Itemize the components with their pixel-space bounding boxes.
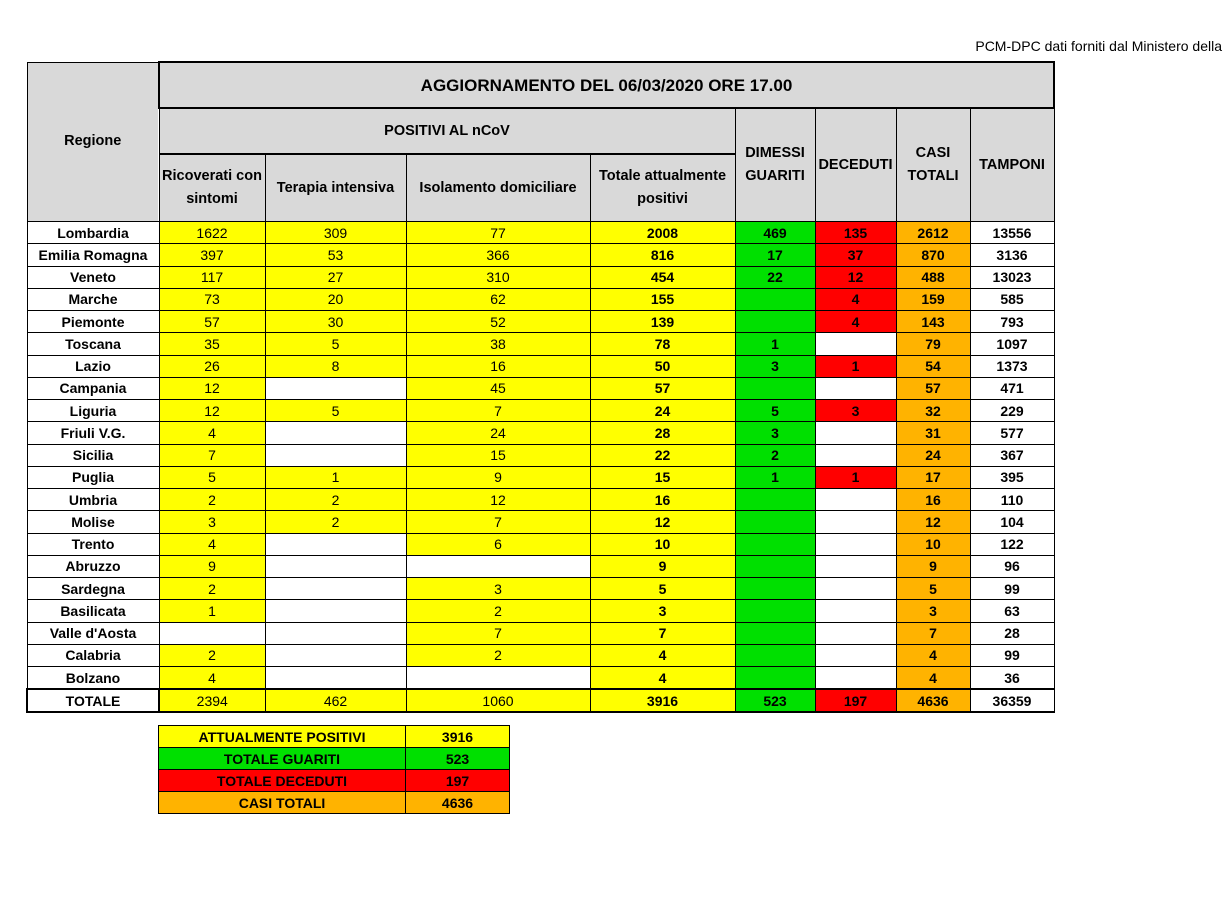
cell-terapia-intensiva bbox=[265, 377, 406, 399]
cell-deceduti bbox=[815, 555, 896, 577]
cell-tamponi: 36 bbox=[970, 667, 1054, 690]
table-row bbox=[27, 555, 1054, 577]
cell-casi-totali: 5 bbox=[896, 578, 970, 600]
cell-ricoverati: 2 bbox=[159, 644, 265, 666]
cell-ricoverati: 35 bbox=[159, 333, 265, 355]
cell-ricoverati: 397 bbox=[159, 244, 265, 266]
cell-isolamento: 9 bbox=[406, 466, 590, 488]
cell-terapia-intensiva: 5 bbox=[265, 400, 406, 422]
cell-deceduti: 1 bbox=[815, 466, 896, 488]
cell-terapia-intensiva: 462 bbox=[265, 689, 406, 712]
cell-totale-positivi: 28 bbox=[590, 422, 735, 444]
cell-deceduti: 135 bbox=[815, 222, 896, 244]
cell-dimessi-guariti bbox=[735, 578, 815, 600]
header-ricoverati: Ricoverati con sintomi bbox=[159, 154, 265, 222]
cell-terapia-intensiva: 30 bbox=[265, 311, 406, 333]
cell-isolamento bbox=[406, 555, 590, 577]
cell-isolamento: 7 bbox=[406, 400, 590, 422]
cell-dimessi-guariti: 22 bbox=[735, 266, 815, 288]
summary-label: CASI TOTALI bbox=[159, 792, 406, 814]
cell-deceduti bbox=[815, 578, 896, 600]
table-row bbox=[27, 333, 1054, 355]
cell-terapia-intensiva: 1 bbox=[265, 466, 406, 488]
cell-tamponi: 99 bbox=[970, 644, 1054, 666]
cell-terapia-intensiva bbox=[265, 422, 406, 444]
cell-regione: Trento bbox=[27, 533, 159, 555]
table-row bbox=[27, 622, 1054, 644]
header-deceduti: DECEDUTI bbox=[815, 108, 896, 222]
cell-ricoverati: 9 bbox=[159, 555, 265, 577]
summary-label: TOTALE GUARITI bbox=[159, 748, 406, 770]
cell-ricoverati: 12 bbox=[159, 400, 265, 422]
source-note: PCM-DPC dati forniti dal Ministero della bbox=[975, 38, 1222, 54]
header-dimessi-guariti: DIMESSI GUARITI bbox=[735, 108, 815, 222]
cell-terapia-intensiva: 309 bbox=[265, 222, 406, 244]
cell-ricoverati: 7 bbox=[159, 444, 265, 466]
cell-regione: Umbria bbox=[27, 489, 159, 511]
cell-tamponi: 110 bbox=[970, 489, 1054, 511]
cell-casi-totali: 4636 bbox=[896, 689, 970, 712]
cell-isolamento: 7 bbox=[406, 622, 590, 644]
table-row bbox=[27, 489, 1054, 511]
cell-regione: Abruzzo bbox=[27, 555, 159, 577]
cell-deceduti: 197 bbox=[815, 689, 896, 712]
cell-deceduti bbox=[815, 622, 896, 644]
cell-deceduti bbox=[815, 489, 896, 511]
cell-casi-totali: 32 bbox=[896, 400, 970, 422]
cell-totale-positivi: 5 bbox=[590, 578, 735, 600]
summary-row bbox=[159, 792, 510, 814]
cell-ricoverati bbox=[159, 622, 265, 644]
cell-dimessi-guariti: 1 bbox=[735, 333, 815, 355]
cell-casi-totali: 7 bbox=[896, 622, 970, 644]
table-row bbox=[27, 355, 1054, 377]
cell-deceduti bbox=[815, 511, 896, 533]
summary-value: 197 bbox=[406, 770, 510, 792]
header-casi-totali: CASI TOTALI bbox=[896, 108, 970, 222]
total-row bbox=[27, 689, 1054, 712]
cell-tamponi: 229 bbox=[970, 400, 1054, 422]
cell-ricoverati: 4 bbox=[159, 422, 265, 444]
cell-dimessi-guariti bbox=[735, 622, 815, 644]
cell-isolamento: 2 bbox=[406, 600, 590, 622]
cell-dimessi-guariti bbox=[735, 600, 815, 622]
cell-totale-positivi: 816 bbox=[590, 244, 735, 266]
cell-deceduti: 3 bbox=[815, 400, 896, 422]
cell-tamponi: 3136 bbox=[970, 244, 1054, 266]
cell-regione: Emilia Romagna bbox=[27, 244, 159, 266]
cell-ricoverati: 2394 bbox=[159, 689, 265, 712]
cell-totale-positivi: 16 bbox=[590, 489, 735, 511]
cell-isolamento: 12 bbox=[406, 489, 590, 511]
table-row bbox=[27, 222, 1054, 244]
cell-tamponi: 99 bbox=[970, 578, 1054, 600]
cell-dimessi-guariti bbox=[735, 288, 815, 310]
table-title: AGGIORNAMENTO DEL 06/03/2020 ORE 17.00 bbox=[159, 62, 1054, 108]
cell-ricoverati: 1622 bbox=[159, 222, 265, 244]
cell-deceduti bbox=[815, 533, 896, 555]
cell-totale-positivi: 7 bbox=[590, 622, 735, 644]
cell-dimessi-guariti bbox=[735, 511, 815, 533]
cell-deceduti bbox=[815, 644, 896, 666]
table-row bbox=[27, 533, 1054, 555]
cell-ricoverati: 2 bbox=[159, 489, 265, 511]
cell-tamponi: 28 bbox=[970, 622, 1054, 644]
cell-casi-totali: 10 bbox=[896, 533, 970, 555]
cell-deceduti: 37 bbox=[815, 244, 896, 266]
cell-casi-totali: 870 bbox=[896, 244, 970, 266]
cell-tamponi: 1097 bbox=[970, 333, 1054, 355]
cell-ricoverati: 73 bbox=[159, 288, 265, 310]
cell-totale-positivi: 454 bbox=[590, 266, 735, 288]
table-row bbox=[27, 667, 1054, 690]
cell-terapia-intensiva bbox=[265, 555, 406, 577]
cell-casi-totali: 4 bbox=[896, 644, 970, 666]
cell-dimessi-guariti bbox=[735, 377, 815, 399]
cell-isolamento: 15 bbox=[406, 444, 590, 466]
cell-isolamento: 7 bbox=[406, 511, 590, 533]
header-terapia-intensiva: Terapia intensiva bbox=[265, 154, 406, 222]
table-row bbox=[27, 578, 1054, 600]
cell-casi-totali: 12 bbox=[896, 511, 970, 533]
cell-isolamento: 366 bbox=[406, 244, 590, 266]
table-row bbox=[27, 466, 1054, 488]
cell-casi-totali: 57 bbox=[896, 377, 970, 399]
cell-regione: Toscana bbox=[27, 333, 159, 355]
header-isolamento: Isolamento domiciliare bbox=[406, 154, 590, 222]
cell-isolamento: 2 bbox=[406, 644, 590, 666]
cell-regione: Lombardia bbox=[27, 222, 159, 244]
summary-row bbox=[159, 770, 510, 792]
cell-casi-totali: 159 bbox=[896, 288, 970, 310]
cell-ricoverati: 4 bbox=[159, 667, 265, 690]
cell-tamponi: 122 bbox=[970, 533, 1054, 555]
cell-deceduti bbox=[815, 600, 896, 622]
cell-totale-positivi: 12 bbox=[590, 511, 735, 533]
cell-isolamento: 6 bbox=[406, 533, 590, 555]
header-totale-positivi: Totale attualmente positivi bbox=[590, 154, 735, 222]
cell-ricoverati: 12 bbox=[159, 377, 265, 399]
cell-dimessi-guariti bbox=[735, 667, 815, 690]
cell-deceduti bbox=[815, 444, 896, 466]
table-row bbox=[27, 266, 1054, 288]
cell-isolamento: 52 bbox=[406, 311, 590, 333]
cell-casi-totali: 9 bbox=[896, 555, 970, 577]
cell-dimessi-guariti: 17 bbox=[735, 244, 815, 266]
cell-ricoverati: 4 bbox=[159, 533, 265, 555]
cell-regione: Lazio bbox=[27, 355, 159, 377]
cell-ricoverati: 2 bbox=[159, 578, 265, 600]
cell-totale-positivi: 139 bbox=[590, 311, 735, 333]
cell-deceduti bbox=[815, 667, 896, 690]
cell-casi-totali: 31 bbox=[896, 422, 970, 444]
cell-deceduti bbox=[815, 377, 896, 399]
cell-terapia-intensiva bbox=[265, 622, 406, 644]
header-positivi: POSITIVI AL nCoV bbox=[159, 108, 735, 154]
cell-terapia-intensiva: 2 bbox=[265, 489, 406, 511]
cell-totale-positivi: 3916 bbox=[590, 689, 735, 712]
cell-ricoverati: 1 bbox=[159, 600, 265, 622]
cell-casi-totali: 17 bbox=[896, 466, 970, 488]
cell-terapia-intensiva bbox=[265, 667, 406, 690]
cell-terapia-intensiva bbox=[265, 444, 406, 466]
cell-casi-totali: 16 bbox=[896, 489, 970, 511]
cell-tamponi: 104 bbox=[970, 511, 1054, 533]
cell-regione: Valle d'Aosta bbox=[27, 622, 159, 644]
cell-totale-positivi: 4 bbox=[590, 667, 735, 690]
cell-totale-positivi: 10 bbox=[590, 533, 735, 555]
cell-regione: Basilicata bbox=[27, 600, 159, 622]
cell-ricoverati: 5 bbox=[159, 466, 265, 488]
cell-regione: Liguria bbox=[27, 400, 159, 422]
cell-dimessi-guariti bbox=[735, 644, 815, 666]
table-row bbox=[27, 400, 1054, 422]
cell-deceduti: 1 bbox=[815, 355, 896, 377]
cell-casi-totali: 4 bbox=[896, 667, 970, 690]
cell-isolamento: 24 bbox=[406, 422, 590, 444]
cell-regione: Calabria bbox=[27, 644, 159, 666]
table-row bbox=[27, 600, 1054, 622]
cell-terapia-intensiva bbox=[265, 533, 406, 555]
table-row bbox=[27, 444, 1054, 466]
cell-terapia-intensiva: 8 bbox=[265, 355, 406, 377]
header-regione: Regione bbox=[27, 62, 159, 222]
cell-tamponi: 585 bbox=[970, 288, 1054, 310]
cell-tamponi: 13023 bbox=[970, 266, 1054, 288]
cell-dimessi-guariti: 523 bbox=[735, 689, 815, 712]
cell-dimessi-guariti: 5 bbox=[735, 400, 815, 422]
cell-dimessi-guariti bbox=[735, 489, 815, 511]
cell-casi-totali: 2612 bbox=[896, 222, 970, 244]
cell-tamponi: 395 bbox=[970, 466, 1054, 488]
cell-regione: Bolzano bbox=[27, 667, 159, 690]
cell-dimessi-guariti bbox=[735, 555, 815, 577]
cell-terapia-intensiva bbox=[265, 578, 406, 600]
cell-ricoverati: 117 bbox=[159, 266, 265, 288]
cell-deceduti: 4 bbox=[815, 288, 896, 310]
cell-casi-totali: 143 bbox=[896, 311, 970, 333]
cell-ricoverati: 57 bbox=[159, 311, 265, 333]
cell-isolamento: 38 bbox=[406, 333, 590, 355]
cell-totale-positivi: 3 bbox=[590, 600, 735, 622]
cell-tamponi: 63 bbox=[970, 600, 1054, 622]
cell-tamponi: 577 bbox=[970, 422, 1054, 444]
cell-casi-totali: 79 bbox=[896, 333, 970, 355]
table-row bbox=[27, 511, 1054, 533]
summary-label: TOTALE DECEDUTI bbox=[159, 770, 406, 792]
cell-ricoverati: 26 bbox=[159, 355, 265, 377]
cell-terapia-intensiva bbox=[265, 644, 406, 666]
summary-value: 4636 bbox=[406, 792, 510, 814]
cell-isolamento: 1060 bbox=[406, 689, 590, 712]
summary-label: ATTUALMENTE POSITIVI bbox=[159, 726, 406, 748]
header-tamponi: TAMPONI bbox=[970, 108, 1054, 222]
cell-totale-positivi: 155 bbox=[590, 288, 735, 310]
summary-table bbox=[158, 725, 510, 814]
cell-deceduti: 4 bbox=[815, 311, 896, 333]
cell-isolamento: 16 bbox=[406, 355, 590, 377]
cell-dimessi-guariti: 469 bbox=[735, 222, 815, 244]
cell-isolamento: 77 bbox=[406, 222, 590, 244]
cell-casi-totali: 54 bbox=[896, 355, 970, 377]
cell-deceduti bbox=[815, 333, 896, 355]
cell-ricoverati: 3 bbox=[159, 511, 265, 533]
table-row bbox=[27, 311, 1054, 333]
cell-dimessi-guariti: 3 bbox=[735, 355, 815, 377]
cell-dimessi-guariti bbox=[735, 311, 815, 333]
cell-isolamento: 45 bbox=[406, 377, 590, 399]
cell-regione: Sicilia bbox=[27, 444, 159, 466]
cell-regione: Friuli V.G. bbox=[27, 422, 159, 444]
cell-regione: Marche bbox=[27, 288, 159, 310]
cell-dimessi-guariti: 2 bbox=[735, 444, 815, 466]
cell-totale-positivi: 22 bbox=[590, 444, 735, 466]
summary-value: 3916 bbox=[406, 726, 510, 748]
cell-terapia-intensiva: 20 bbox=[265, 288, 406, 310]
cell-tamponi: 1373 bbox=[970, 355, 1054, 377]
cell-isolamento: 3 bbox=[406, 578, 590, 600]
cell-terapia-intensiva: 5 bbox=[265, 333, 406, 355]
cell-tamponi: 96 bbox=[970, 555, 1054, 577]
table-row bbox=[27, 377, 1054, 399]
table-row bbox=[27, 422, 1054, 444]
cell-terapia-intensiva bbox=[265, 600, 406, 622]
cell-regione: Molise bbox=[27, 511, 159, 533]
table-row bbox=[27, 244, 1054, 266]
cell-deceduti bbox=[815, 422, 896, 444]
cell-regione: Veneto bbox=[27, 266, 159, 288]
cell-isolamento: 310 bbox=[406, 266, 590, 288]
cell-casi-totali: 488 bbox=[896, 266, 970, 288]
table-row bbox=[27, 288, 1054, 310]
cell-tamponi: 471 bbox=[970, 377, 1054, 399]
cell-totale-positivi: 2008 bbox=[590, 222, 735, 244]
cell-totale-positivi: 4 bbox=[590, 644, 735, 666]
cell-deceduti: 12 bbox=[815, 266, 896, 288]
cell-totale-positivi: 57 bbox=[590, 377, 735, 399]
cell-totale-positivi: 15 bbox=[590, 466, 735, 488]
covid-data-table bbox=[26, 61, 1055, 713]
cell-regione: Campania bbox=[27, 377, 159, 399]
summary-row bbox=[159, 748, 510, 770]
cell-regione: TOTALE bbox=[27, 689, 159, 712]
cell-dimessi-guariti bbox=[735, 533, 815, 555]
cell-terapia-intensiva: 2 bbox=[265, 511, 406, 533]
cell-casi-totali: 24 bbox=[896, 444, 970, 466]
summary-value: 523 bbox=[406, 748, 510, 770]
table-row bbox=[27, 644, 1054, 666]
cell-tamponi: 367 bbox=[970, 444, 1054, 466]
cell-dimessi-guariti: 3 bbox=[735, 422, 815, 444]
cell-regione: Piemonte bbox=[27, 311, 159, 333]
cell-casi-totali: 3 bbox=[896, 600, 970, 622]
cell-totale-positivi: 50 bbox=[590, 355, 735, 377]
cell-tamponi: 13556 bbox=[970, 222, 1054, 244]
cell-terapia-intensiva: 27 bbox=[265, 266, 406, 288]
summary-row bbox=[159, 726, 510, 748]
cell-regione: Puglia bbox=[27, 466, 159, 488]
cell-terapia-intensiva: 53 bbox=[265, 244, 406, 266]
cell-isolamento: 62 bbox=[406, 288, 590, 310]
cell-tamponi: 36359 bbox=[970, 689, 1054, 712]
cell-totale-positivi: 78 bbox=[590, 333, 735, 355]
cell-totale-positivi: 9 bbox=[590, 555, 735, 577]
cell-regione: Sardegna bbox=[27, 578, 159, 600]
cell-totale-positivi: 24 bbox=[590, 400, 735, 422]
cell-tamponi: 793 bbox=[970, 311, 1054, 333]
cell-isolamento bbox=[406, 667, 590, 690]
cell-dimessi-guariti: 1 bbox=[735, 466, 815, 488]
